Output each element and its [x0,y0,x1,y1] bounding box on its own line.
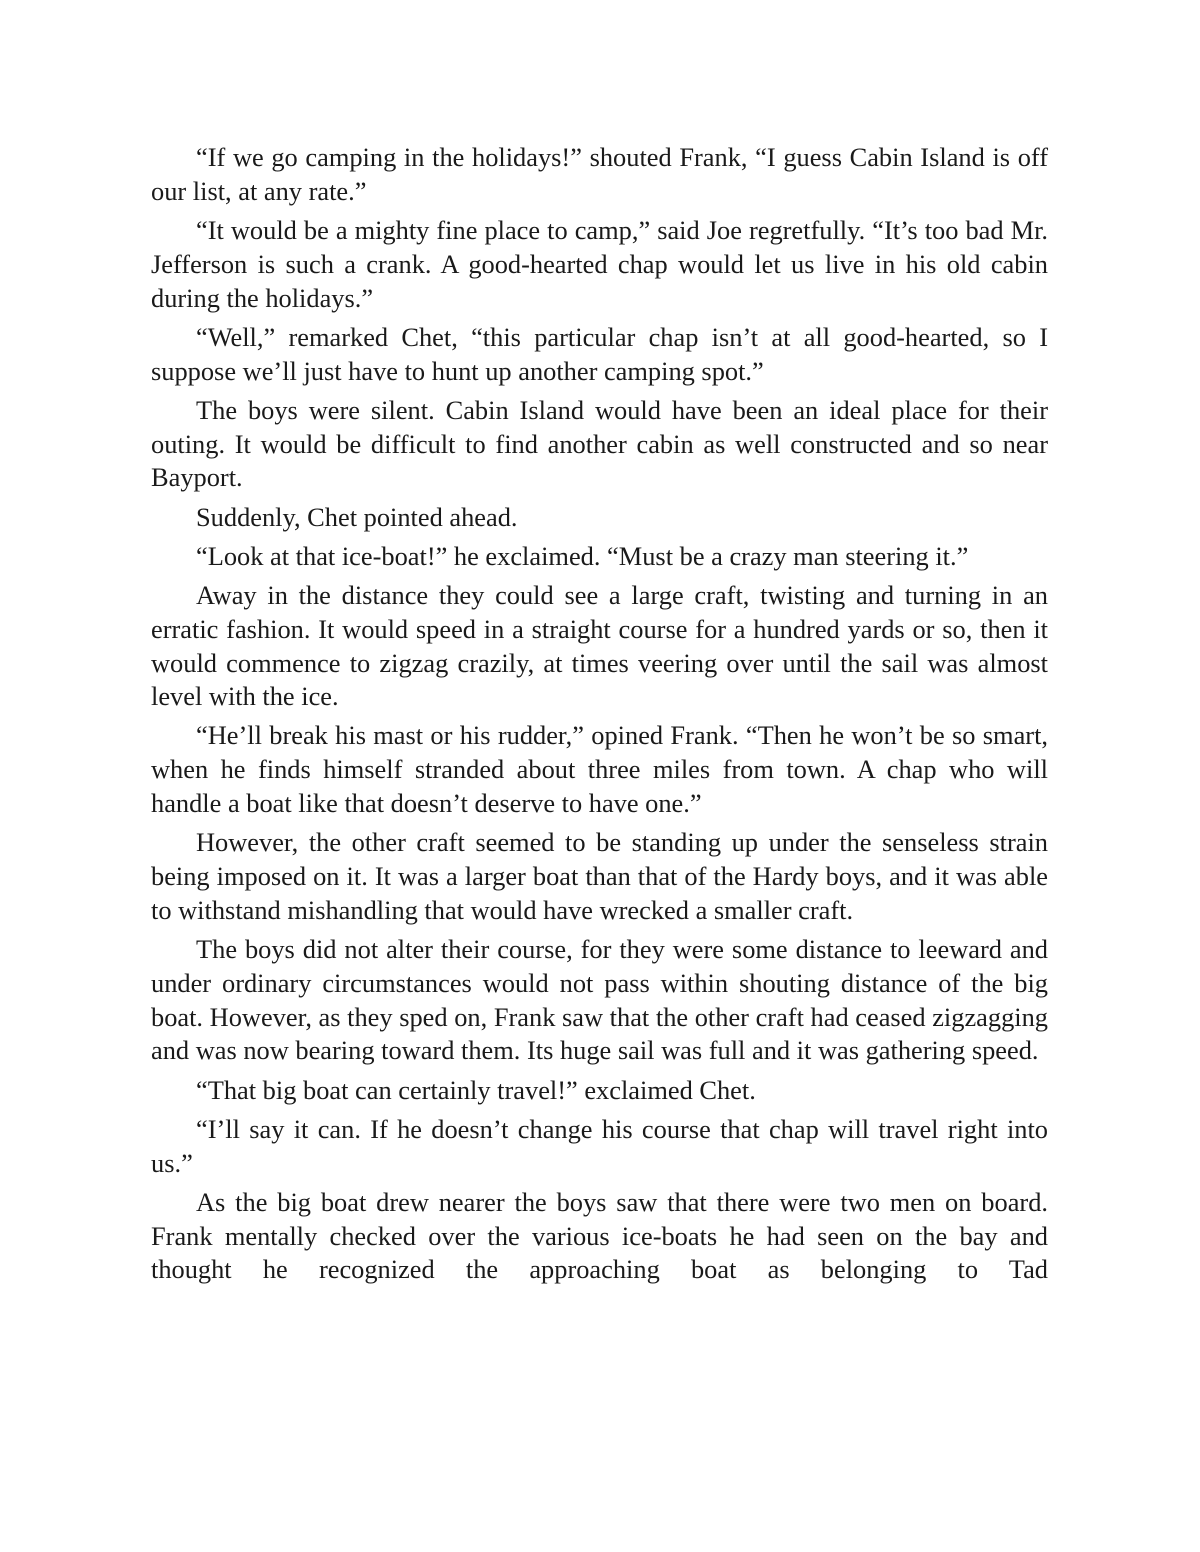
paragraph: Suddenly, Chet pointed ahead. [196,501,518,532]
paragraph: “I’ll say it can. If he doesn’t change his course that chap will travel right into us.” [151,1113,1048,1178]
paragraph: The boys were silent. Cabin Island would have been an ideal place for their outing. It would be difficult to find another cabin as well constructed and so near Bayport. [151,394,1048,493]
paragraph: However, the other craft seemed to be standing up under the senseless strain being imposed on it. It was a larger boat than that of the Hardy boys, and it was able to withstand mishandling that would have wrecked a smaller craft. [151,827,1048,925]
paragraph: The boys did not alter their course, for they were some distance to leeward and under ordinary circumstances would not pass within shouting distance of the big boat. However, as they sped on, Frank saw that the other craft had ceased zigzagging and was now bearing toward them. Its huge sail was full and it was gathering speed. [151,934,1048,1066]
paragraph: As the big boat drew nearer the boys saw that there were two men on board. Frank mentally checked over the various ice-boats he had seen on the bay and thought he recognized the approaching boat as belonging to Tad [151,1186,1048,1285]
paragraph: “If we go camping in the holidays!” shouted Frank, “I guess Cabin Island is off our list, at any rate.” [151,142,1048,206]
paragraph: “Look at that ice-boat!” he exclaimed. “Must be a crazy man steering it.” [196,540,969,571]
paragraph: “Well,” remarked Chet, “this particular chap isn’t at all good-hearted, so I suppose we’ll just have to hunt up another camping spot.” [151,321,1048,386]
paragraph: “He’ll break his mast or his rudder,” opined Frank. “Then he won’t be so smart, when he finds himself stranded about three miles from town. A chap who will handle a boat like that doesn’t deserve to have one.” [151,720,1048,819]
paragraph: “That big boat can certainly travel!” exclaimed Chet. [196,1074,756,1105]
page-body [151,141,1048,1293]
paragraph: “It would be a mighty fine place to camp,” said Joe regretfully. “It’s too bad Mr. Jefferson is such a crank. A good-hearted chap would let us live in his old cabin during the holidays.” [151,214,1048,313]
paragraph: Away in the distance they could see a large craft, twisting and turning in an erratic fashion. It would speed in a straight course for a hundred yards or so, then it would commence to zigzag crazily, at times veering over until the sail was almost level with the ice. [151,579,1048,712]
